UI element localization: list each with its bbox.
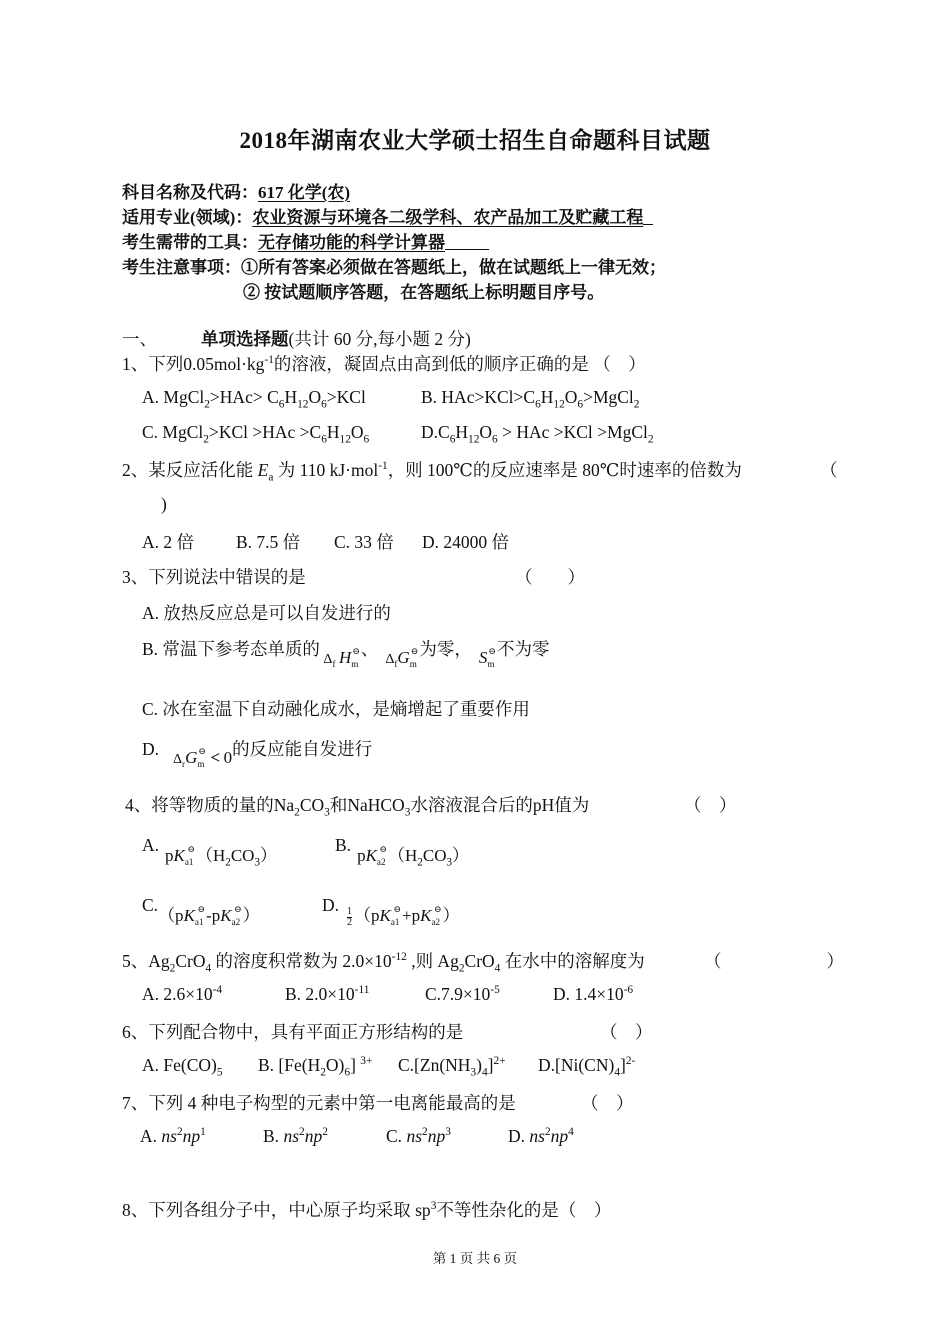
q4-option-c: [142, 891, 260, 927]
q7-option-b: B. $ns^2np^2$: [263, 1126, 328, 1146]
q6-option-b: B. $[Fe(H_2O)_6]$ $^{3+}$: [258, 1055, 373, 1079]
q5-text-f: 在水中的溶解度为: [500, 951, 645, 971]
q3-b-prefix: B. 常温下参考态单质的: [142, 639, 320, 659]
q1-option-a: A. MgCl$_2$>HAc> $C_6H_{12}O_6>KCl$: [142, 387, 366, 411]
question-8-stem: [122, 1197, 611, 1222]
q6-option-d: $D.[Ni(CN)_4]^{2-}$: [538, 1055, 636, 1079]
q5-option-b: [285, 984, 369, 1005]
major-value: 农业资源与环境各二级学科、农产品加工及贮藏工程: [252, 208, 644, 227]
notes-line: [122, 253, 666, 278]
tools-line: [122, 228, 489, 253]
major-label: 适用专业(领域)：: [122, 208, 253, 227]
q5-option-a: [142, 984, 222, 1005]
q2-ea-sub: a: [268, 471, 274, 484]
q4-option-a: [142, 831, 277, 869]
underline-pad: [643, 209, 653, 225]
q5-paren: （ ）: [704, 951, 844, 971]
q2-stem-text-2: 为 110 kJ·mol: [273, 460, 379, 480]
subject-line: [122, 178, 350, 203]
q6-option-c: $C.[Zn(NH_3)_4]^{2+}$: [398, 1055, 506, 1079]
entropy-s-formula: Sm⊖: [478, 646, 496, 669]
note-2: ② 按试题顺序答题，在答题纸上标明题目序号。: [243, 283, 605, 302]
question-1-stem: [122, 351, 646, 376]
q1-stem-sup: -1: [264, 354, 274, 367]
q5-c-base: C.7.9×10: [425, 984, 491, 1004]
q1-option-b: B. $HAc>KCl>C_6H_{12}O_6>MgCl_2$: [421, 387, 640, 411]
q2-paren-close: ): [161, 494, 167, 514]
notes-label: 考生注意事项：: [122, 258, 241, 277]
q4-option-d: [322, 891, 460, 928]
delta-f-h-formula: Δf Hm⊖: [319, 646, 360, 669]
q3-option-b: B. 常温下参考态单质的 $_{\Delta_f H_m^⊖}$、 $_{\Delta_fG_m^⊖}$为零， $_{S_m^⊖}$不为零: [142, 639, 550, 669]
underline-pad: [445, 234, 489, 250]
delta-f-g-formula: ΔfGm⊖: [378, 646, 419, 669]
major-line: [122, 203, 653, 228]
section-title: 单项选择题: [201, 329, 289, 349]
q2-option-d: D. 24000 倍: [422, 532, 510, 552]
note-1: ①所有答案必须做在答题纸上，做在试题纸上一律无效；: [241, 258, 666, 277]
q6-option-a: A. $Fe(CO)_5$: [142, 1055, 223, 1079]
q7-option-c: C. $ns^2np^3$: [386, 1126, 451, 1146]
q4-a-label: A.: [142, 835, 160, 855]
question-3-stem: 3、下列说法中错误的是: [122, 567, 306, 587]
q1-stem-text-2: 的溶液，凝固点由高到低的顺序正确的是 （ ）: [273, 354, 646, 374]
q3-option-d: [142, 736, 373, 769]
q4-d-label: D.: [322, 895, 340, 915]
subject-value: 617 化学(农): [258, 183, 351, 202]
q1-stem-text: 1、下列0.05mol·kg: [122, 354, 265, 374]
q5-option-c: [425, 984, 500, 1005]
q7-option-a: A. $ns^2np^1$: [140, 1126, 206, 1146]
q4-paren: （ ）: [684, 795, 737, 815]
q5-text-c: 的溶度积常数为 2.0×10: [211, 951, 392, 971]
q5-text-b: CrO: [175, 951, 206, 971]
section-desc: (共计 60 分,每小题 2 分): [288, 329, 471, 349]
delta-r-g-formula: ΔrGm⊖ < 0: [173, 746, 233, 769]
q3-b-end: 不为零: [496, 639, 550, 659]
q5-b-exp: -11: [354, 984, 370, 997]
q8-text-a: 8、下列各组分子中，中心原子均采取 sp: [122, 1200, 431, 1220]
question-6-stem: 6、下列配合物中，具有平面正方形结构的是: [122, 1022, 464, 1042]
question-4-stem: 4、将等物质的量的$Na_2CO_3$和NaHCO$_3$水溶液混合后的pH值为: [125, 795, 590, 819]
q5-a-base: A. 2.6×10: [142, 984, 213, 1004]
q1-option-d: $D.C_6H_{12}O_6$ > HAc >KCl >MgCl$_2$: [421, 422, 654, 446]
q5-d-base: D. 1.4×10: [553, 984, 624, 1004]
q3-d-end: 的反应能自发进行: [232, 739, 373, 759]
tools-label: 考生需带的工具：: [122, 233, 258, 252]
q5-a-exp: -4: [212, 984, 223, 997]
q3-option-a: A. 放热反应总是可以自发进行的: [142, 603, 391, 623]
q3-b-mid: 为零，: [419, 639, 472, 659]
q3-d-prefix: D.: [142, 739, 160, 759]
q8-text-b: 不等性杂化的是（ ）: [436, 1200, 612, 1220]
page-footer: 第 1 页 共 6 页: [432, 1251, 518, 1266]
question-2-stem: [122, 457, 742, 482]
pka-diff-formula: （pKa1⊖-pKa2⊖）: [158, 904, 260, 927]
pka-avg-formula: 1 2 （pKa1⊖+pKa2⊖）: [347, 904, 460, 928]
q5-sup: -12: [391, 951, 407, 964]
q5-b-base: B. 2.0×10: [285, 984, 355, 1004]
q3-option-c: C. 冰在室温下自动融化成水，是熵增起了重要作用: [142, 699, 530, 719]
page-title: 2018年湖南农业大学硕士招生自命题科目试题: [239, 128, 711, 153]
q5-text-e: CrO: [464, 951, 495, 971]
q3-paren: （ ）: [515, 567, 585, 587]
subject-label: 科目名称及代码：: [122, 183, 258, 202]
q4-option-b: [335, 831, 470, 869]
q5-c-exp: -5: [490, 984, 500, 997]
question-7-stem: 7、下列 4 种电子构型的元素中第一电离能最高的是: [122, 1093, 516, 1113]
section-heading: [122, 326, 471, 351]
q4-c-label: C.: [142, 895, 159, 915]
q6-paren: （ ）: [600, 1022, 653, 1042]
q2-paren-open: （: [820, 460, 838, 480]
q1-option-c: C. MgCl$_2$>KCl $>HAc >C_6H_{12}O_6$: [142, 422, 370, 446]
q7-paren: （ ）: [581, 1093, 634, 1113]
q8-sup: 3: [430, 1200, 437, 1213]
q2-option-b: B. 7.5 倍: [236, 532, 301, 552]
q5-text-d: ,则 Ag: [406, 951, 459, 971]
q2-option-c: C. 33 倍: [334, 532, 394, 552]
q2-stem-sup: -1: [378, 460, 388, 473]
pka1-formula: pKa1⊖（H2CO3）: [165, 844, 277, 869]
q2-ea-symbol: E: [257, 460, 269, 480]
q2-option-a: A. 2 倍: [142, 532, 195, 552]
section-number: 一、: [122, 329, 157, 349]
q5-option-d: [553, 984, 633, 1005]
q4-b-label: B.: [335, 835, 352, 855]
question-5-stem: 5、$Ag_2CrO_4$ 的溶度积常数为 $2.0\times 10^{-12}$ ,则 $Ag_2CrO_4$ 在水中的溶解度为: [122, 951, 645, 975]
q2-stem-text: 2、某反应活化能: [122, 460, 258, 480]
q7-option-d: D. $ns^2np^4$: [508, 1126, 574, 1146]
q5-d-exp: -6: [623, 984, 634, 997]
tools-value: 无存储功能的科学计算器: [258, 233, 445, 252]
q5-text-a: 5、Ag: [122, 951, 170, 971]
q2-stem-text-3: ，则 100℃的反应速率是 80℃时速率的倍数为: [387, 460, 742, 480]
pka2-formula: pKa2⊖（H2CO3）: [357, 844, 470, 869]
